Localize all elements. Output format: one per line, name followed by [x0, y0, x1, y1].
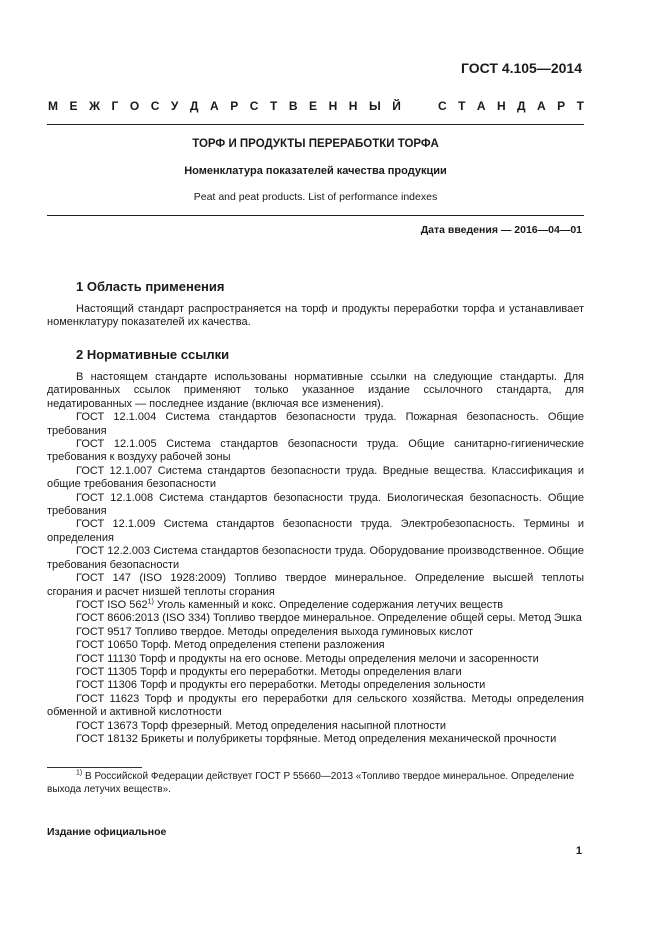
introduction-date: Дата введения — 2016—04—01	[420, 224, 582, 236]
scope-paragraph: Настоящий стандарт распространяется на торф и продукты переработки торфа и устанавливает номенклатуру показателей их качества.	[47, 303, 584, 329]
page-number: 1	[575, 845, 582, 857]
references-intro-paragraph: В настоящем стандарте использованы нормативные ссылки на следующие стандарты. Для датированных ссылок применяют только указанное издание ссылочного стандарта, для недатированных — последнее издание (включая все изменения).	[47, 371, 584, 410]
reference-item: ГОСТ 11305 Торф и продукты его переработки. Методы определения влаги	[76, 665, 462, 678]
standard-letter: Т	[458, 99, 466, 113]
interstate-letter: Ы	[368, 99, 381, 113]
reference-item: ГОСТ 11130 Торф и продукты на его основе. Методы определения мелочи и засоренности	[76, 652, 539, 665]
interstate-letter: Т	[269, 99, 278, 113]
interstate-letter: С	[150, 99, 160, 113]
reference-list	[47, 411, 584, 746]
document-subtitle: Номенклатура показателей качества продукции	[184, 165, 447, 177]
section-heading-references: 2 Нормативные ссылки	[76, 347, 230, 362]
reference-item: ГОСТ 18132 Брикеты и полубрикеты торфяные. Метод определения механической прочности	[76, 732, 557, 745]
reference-code: ГОСТ ISO 562	[76, 598, 148, 611]
interstate-letter: Р	[230, 99, 239, 113]
interstate-letter: Ж	[89, 99, 100, 113]
standard-word	[438, 99, 584, 113]
divider-bottom	[47, 215, 584, 216]
reference-item: ГОСТ 12.1.007 Система стандартов безопасности труда. Вредные вещества. Классификация и общие требования безопасности	[47, 464, 584, 491]
interstate-letter: В	[288, 99, 298, 113]
reference-item: ГОСТ 8606:2013 (ISO 334) Топливо твердое минеральное. Определение общей серы. Метод Эшка	[76, 612, 582, 625]
document-title: ТОРФ И ПРОДУКТЫ ПЕРЕРАБОТКИ ТОРФА	[192, 138, 439, 150]
standard-letter: А	[537, 99, 546, 113]
reference-item: ГОСТ 12.1.008 Система стандартов безопасности труда. Биологическая безопасность. Общие требования	[47, 491, 584, 518]
footnote-text: В Российской Федерации действует ГОСТ Р 55660—2013 «Топливо твердое минеральное. Определение выхода летучих веществ».	[47, 771, 575, 795]
interstate-letter: Е	[69, 99, 78, 113]
reference-item: ГОСТ 12.2.003 Система стандартов безопасности труда. Оборудование производственное. Общие требования безопасности	[47, 545, 584, 571]
interstate-letter: У	[170, 99, 179, 113]
interstate-letter: Е	[309, 99, 318, 113]
standard-letter: Р	[557, 99, 566, 113]
section-scope-body	[47, 303, 584, 330]
interstate-letter: М	[48, 99, 58, 113]
section-heading-scope: 1 Область применения	[76, 279, 225, 294]
reference-item: ГОСТ 12.1.004 Система стандартов безопасности труда. Пожарная безопасность. Общие требования	[47, 411, 584, 437]
reference-item: ГОСТ 13673 Торф фрезерный. Метод определения насыпной плотности	[76, 719, 447, 732]
interstate-letter: Г	[111, 99, 119, 113]
interstate-letter: Д	[189, 99, 199, 113]
interstate-letter: Н	[328, 99, 338, 113]
reference-title: Уголь каменный и кокс. Определение содержания летучих веществ	[153, 598, 504, 611]
reference-item: ГОСТ 147 (ISO 1928:2009) Топливо твердое минеральное. Определение высшей теплоты сгорания и расчет низшей теплоты сгорания	[47, 572, 584, 598]
footnote	[47, 770, 584, 796]
interstate-letter: Н	[348, 99, 358, 113]
interstate-letter: С	[249, 99, 259, 113]
reference-item: ГОСТ 9517 Топливо твердое. Методы определения выхода гуминовых кислот	[76, 625, 473, 638]
footnote-mark: 1)	[76, 769, 83, 777]
reference-item: ГОСТ 11623 Торф и продукты его переработки для сельского хозяйства. Методы определения обменной и активной кислотности	[47, 692, 584, 719]
standard-letter: А	[476, 99, 486, 113]
interstate-letter: Й	[392, 99, 401, 113]
reference-item: ГОСТ 11306 Торф и продукты его переработки. Методы определения зольности	[76, 679, 486, 692]
interstate-letter: О	[129, 99, 140, 113]
reference-item-iso562	[47, 599, 584, 612]
standard-letter: Д	[517, 99, 526, 113]
interstate-word	[48, 99, 401, 113]
reference-item: ГОСТ 12.1.005 Система стандартов безопасности труда. Общие санитарно-гигиенические требования к воздуху рабочей зоны	[47, 438, 584, 464]
standard-letter: С	[438, 99, 447, 113]
section-references-body	[47, 371, 584, 746]
interstate-standard-banner	[48, 99, 584, 113]
standard-letter: Т	[576, 99, 584, 113]
edition-label: Издание официальное	[47, 826, 167, 838]
standard-letter: Н	[496, 99, 506, 113]
divider-top	[47, 124, 584, 125]
reference-item: ГОСТ 10650 Торф. Метод определения степени разложения	[76, 639, 385, 652]
document-title-english: Peat and peat products. List of performance indexes	[193, 191, 438, 203]
document-code: ГОСТ 4.105—2014	[460, 60, 582, 76]
footnote-reference-mark[interactable]: 1)	[147, 598, 154, 606]
reference-item: ГОСТ 12.1.009 Система стандартов безопасности труда. Электробезопасность. Термины и определения	[47, 518, 584, 544]
footnote-divider	[47, 767, 142, 768]
interstate-letter: А	[209, 99, 219, 113]
